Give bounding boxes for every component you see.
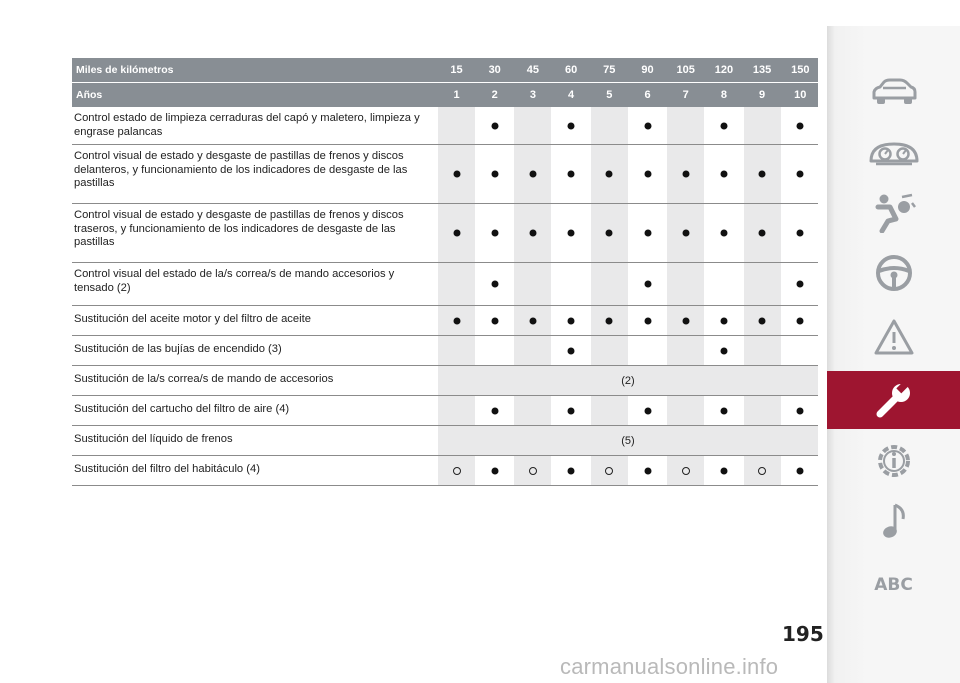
required-dot-icon — [644, 407, 651, 414]
interval-cell — [514, 145, 551, 203]
required-dot-icon — [529, 317, 536, 324]
airbag-person-icon — [872, 193, 916, 233]
interval-cell — [744, 396, 781, 425]
required-dot-icon — [759, 317, 766, 324]
recommended-ring-icon — [453, 467, 461, 475]
interval-cell — [629, 107, 666, 144]
interval-cell — [476, 107, 513, 144]
table-row — [72, 306, 818, 336]
interval-cell — [553, 263, 590, 305]
operation-text: Sustitución del líquido de frenos — [74, 433, 233, 445]
interval-cell — [744, 263, 781, 305]
interval-cell — [667, 336, 704, 365]
year-header-cell: 7 — [682, 89, 689, 101]
interval-cell — [514, 204, 551, 262]
required-dot-icon — [453, 171, 460, 178]
interval-cell — [476, 306, 513, 335]
recommended-ring-icon — [529, 467, 537, 475]
km-header-cell: 15 — [450, 64, 463, 76]
interval-cell — [476, 145, 513, 203]
interval-cell — [705, 263, 742, 305]
interval-cell — [629, 336, 666, 365]
interval-cell — [744, 204, 781, 262]
km-header-cell: 60 — [564, 64, 578, 76]
abc-index-icon: ABC — [874, 575, 913, 595]
interval-cell — [705, 204, 742, 262]
interval-cell — [476, 456, 513, 485]
interval-cell — [782, 456, 819, 485]
nav-index[interactable] — [827, 556, 960, 614]
km-header-cell: 150 — [791, 64, 810, 76]
required-dot-icon — [568, 122, 575, 129]
required-dot-icon — [568, 347, 575, 354]
header-km-label: Miles de kilómetros — [76, 64, 174, 76]
interval-cell — [514, 456, 551, 485]
required-dot-icon — [606, 230, 613, 237]
interval-cell — [476, 204, 513, 262]
required-dot-icon — [682, 230, 689, 237]
interval-cell — [438, 336, 475, 365]
year-header-cell: 4 — [568, 89, 575, 101]
required-dot-icon — [568, 407, 575, 414]
required-dot-icon — [720, 171, 727, 178]
operation-text: Control visual del estado de la/s correa/s de mando accesorios y tensado (2) — [74, 268, 395, 294]
interval-cell — [591, 396, 628, 425]
interval-cell — [438, 456, 475, 485]
required-dot-icon — [568, 171, 575, 178]
year-header-cell: 5 — [606, 89, 613, 101]
header-year-label: Años — [76, 89, 103, 101]
required-dot-icon — [644, 122, 651, 129]
interval-cell — [591, 306, 628, 335]
interval-cell — [782, 204, 819, 262]
required-dot-icon — [491, 407, 498, 414]
year-header-cell: 8 — [720, 89, 727, 101]
interval-cell — [514, 396, 551, 425]
interval-cell — [782, 336, 819, 365]
km-header-cell: 30 — [488, 64, 501, 76]
operation-text: Sustitución del aceite motor y del filtro de aceite — [74, 313, 311, 325]
header-year-row — [72, 82, 818, 107]
interval-cell — [629, 204, 666, 262]
required-dot-icon — [491, 122, 498, 129]
required-dot-icon — [644, 171, 651, 178]
interval-cell — [782, 107, 819, 144]
km-header-cell: 75 — [603, 64, 616, 76]
required-dot-icon — [644, 317, 651, 324]
interval-cell — [476, 396, 513, 425]
required-dot-icon — [491, 467, 498, 474]
required-dot-icon — [720, 407, 727, 414]
table-row — [72, 426, 818, 456]
required-dot-icon — [568, 317, 575, 324]
interval-cell — [514, 336, 551, 365]
nav-safety[interactable] — [827, 184, 960, 242]
interval-cell — [553, 396, 590, 425]
interval-cell — [667, 204, 704, 262]
required-dot-icon — [720, 230, 727, 237]
span-note: (2) — [621, 374, 635, 387]
interval-cell — [629, 456, 666, 485]
km-header-cell: 105 — [676, 64, 695, 76]
dashboard-gauges-icon — [868, 139, 920, 167]
interval-cell — [667, 456, 704, 485]
required-dot-icon — [720, 347, 727, 354]
required-dot-icon — [720, 317, 727, 324]
table-row — [72, 145, 818, 204]
interval-cell — [667, 306, 704, 335]
nav-maintenance[interactable] — [827, 371, 960, 429]
interval-cell — [553, 204, 590, 262]
required-dot-icon — [644, 281, 651, 288]
nav-driving[interactable] — [827, 244, 960, 302]
warning-triangle-icon — [873, 318, 915, 356]
interval-cell — [438, 396, 475, 425]
interval-cell — [438, 107, 475, 144]
interval-cell — [667, 263, 704, 305]
required-dot-icon — [606, 171, 613, 178]
interval-cell — [782, 306, 819, 335]
steering-wheel-icon — [874, 253, 914, 293]
required-dot-icon — [797, 407, 804, 414]
header-km-row — [72, 58, 818, 82]
year-header-cell: 2 — [491, 89, 498, 101]
required-dot-icon — [644, 467, 651, 474]
watermark: carmanualsonline.info — [560, 654, 779, 679]
interval-cell — [476, 263, 513, 305]
interval-cell — [782, 145, 819, 203]
required-dot-icon — [797, 467, 804, 474]
required-dot-icon — [682, 171, 689, 178]
interval-cell — [705, 306, 742, 335]
required-dot-icon — [797, 281, 804, 288]
interval-cell — [667, 107, 704, 144]
interval-cell — [553, 306, 590, 335]
required-dot-icon — [720, 122, 727, 129]
required-dot-icon — [797, 171, 804, 178]
interval-cell — [438, 204, 475, 262]
nav-dashboard[interactable] — [827, 124, 960, 182]
required-dot-icon — [491, 171, 498, 178]
recommended-ring-icon — [605, 467, 613, 475]
maintenance-table — [72, 58, 818, 486]
year-header-cell: 9 — [759, 89, 766, 101]
interval-cell — [667, 145, 704, 203]
interval-cell — [553, 107, 590, 144]
required-dot-icon — [491, 230, 498, 237]
interval-cell — [438, 306, 475, 335]
interval-cell — [744, 107, 781, 144]
km-header-cell: 45 — [526, 64, 540, 76]
operation-text: Sustitución de las bujías de encendido (3) — [74, 343, 282, 355]
required-dot-icon — [759, 171, 766, 178]
wrench-icon — [874, 380, 914, 420]
interval-cell — [591, 336, 628, 365]
page-number: 195 — [782, 622, 824, 646]
km-header-cell: 135 — [752, 64, 772, 76]
recommended-ring-icon — [682, 467, 690, 475]
table-row — [72, 263, 818, 306]
music-note-icon — [879, 501, 909, 541]
required-dot-icon — [529, 230, 536, 237]
table-row — [72, 204, 818, 263]
interval-cell — [629, 145, 666, 203]
interval-cell — [438, 145, 475, 203]
interval-cell — [705, 396, 742, 425]
required-dot-icon — [682, 317, 689, 324]
operation-text: Control visual de estado y desgaste de pastillas de frenos y discos delanteros, y funcionamiento de los indicadores de desgaste de las pastillas — [74, 150, 408, 189]
required-dot-icon — [491, 317, 498, 324]
year-header-cell: 1 — [453, 89, 460, 101]
interval-cell — [476, 336, 513, 365]
table-row — [72, 336, 818, 366]
interval-cell — [591, 204, 628, 262]
interval-cell — [782, 263, 819, 305]
required-dot-icon — [491, 281, 498, 288]
interval-cell — [514, 263, 551, 305]
interval-cell — [667, 396, 704, 425]
interval-cell — [553, 336, 590, 365]
required-dot-icon — [453, 230, 460, 237]
required-dot-icon — [797, 317, 804, 324]
interval-cell — [705, 145, 742, 203]
km-header-cell: 90 — [641, 64, 654, 76]
operation-text: Sustitución del cartucho del filtro de aire (4) — [74, 403, 290, 415]
interval-cell — [514, 306, 551, 335]
table-row — [72, 456, 818, 486]
operation-text: Sustitución de la/s correa/s de mando de accesorios — [74, 373, 334, 385]
interval-cell — [744, 336, 781, 365]
operation-text: Control estado de limpieza cerraduras del capó y maletero, limpieza y engrase palancas — [74, 112, 420, 138]
year-header-cell: 6 — [644, 89, 651, 101]
car-icon — [869, 78, 919, 108]
chapter-sidebar — [827, 26, 960, 683]
interval-cell — [629, 306, 666, 335]
required-dot-icon — [529, 171, 536, 178]
required-dot-icon — [797, 230, 804, 237]
year-header-cell: 10 — [794, 89, 807, 101]
table-row — [72, 396, 818, 426]
operation-text: Sustitución del filtro del habitáculo (4) — [74, 463, 260, 475]
interval-cell — [782, 396, 819, 425]
interval-cell — [744, 145, 781, 203]
interval-cell — [629, 263, 666, 305]
interval-cell — [591, 107, 628, 144]
table-row — [72, 107, 818, 145]
nav-warnings[interactable] — [827, 308, 960, 366]
required-dot-icon — [644, 230, 651, 237]
interval-cell — [629, 396, 666, 425]
required-dot-icon — [720, 467, 727, 474]
interval-cell — [705, 107, 742, 144]
year-header-cell: 3 — [529, 89, 536, 101]
required-dot-icon — [606, 317, 613, 324]
required-dot-icon — [453, 317, 460, 324]
interval-cell — [744, 456, 781, 485]
interval-cell — [744, 306, 781, 335]
required-dot-icon — [568, 467, 575, 474]
table-row — [72, 366, 818, 396]
required-dot-icon — [759, 230, 766, 237]
required-dot-icon — [797, 122, 804, 129]
interval-cell — [514, 107, 551, 144]
nav-car[interactable] — [827, 64, 960, 122]
required-dot-icon — [568, 230, 575, 237]
interval-cell — [591, 456, 628, 485]
nav-technical-data[interactable] — [827, 432, 960, 490]
nav-multimedia[interactable] — [827, 492, 960, 550]
operation-text: Control visual de estado y desgaste de pastillas de frenos y discos traseros, y funcionamiento de los indicadores de desgaste de las pastillas — [74, 209, 404, 248]
interval-cell — [553, 456, 590, 485]
interval-cell — [705, 336, 742, 365]
km-header-cell: 120 — [714, 64, 734, 76]
span-note: (5) — [621, 434, 635, 447]
interval-cell — [591, 263, 628, 305]
interval-cell — [438, 263, 475, 305]
gear-info-icon — [873, 440, 915, 482]
interval-cell — [553, 145, 590, 203]
interval-cell — [591, 145, 628, 203]
recommended-ring-icon — [758, 467, 766, 475]
interval-cell — [705, 456, 742, 485]
